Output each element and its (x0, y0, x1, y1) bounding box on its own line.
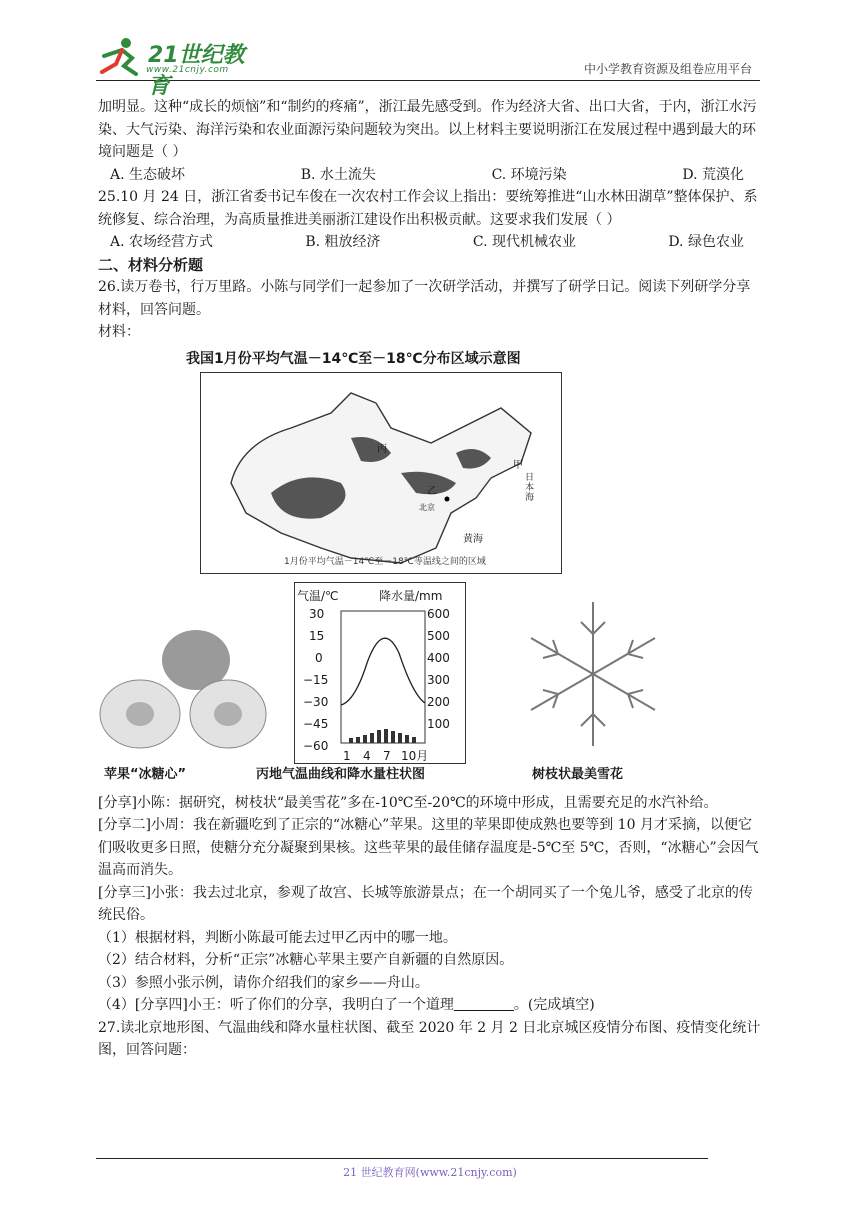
share-3: [分享三]小张：我去过北京，参观了故宫、长城等旅游景点；在一个胡同买了一个兔儿爷，感受了北京的传统民俗。 (98, 884, 753, 923)
q26-sub-2: （2）结合材料，分析“正宗”冰糖心苹果主要产自新疆的自然原因。 (98, 952, 514, 968)
month-tick: 7 (383, 748, 391, 763)
china-outline-map (201, 373, 561, 573)
runner-logo-icon (96, 36, 146, 76)
snowflake-icon (518, 594, 668, 754)
map-label-yi: 乙 (427, 485, 437, 497)
q26-intro: 26.读万卷书，行万里路。小陈与同学们一起参加了一次研学活动，并撰写了研学日记。阅读下列研学分享材料，回答问题。 (98, 279, 751, 318)
q24-text: 加明显。这种“成长的烦恼”和“制约的疼痛”，浙江最先感受到。作为经济大省、出口大省，于内，浙江水污染、大气污染、海洋污染和农业面源污染问题较为突出。以上材料主要说明浙江在发展过程中遇到最大的环境问题是（ ） (98, 99, 757, 160)
q27-text: 27.读北京地形图、气温曲线和降水量柱状图、截至 2020 年 2 月 2 日北京城区疫情分布图、疫情变化统计图，回答问题： (98, 1019, 761, 1058)
map-label-beijing: 北京 (419, 502, 435, 512)
map-label-yellow-sea: 黄海 (463, 533, 483, 545)
q25-option-a: A. 农场经营方式 (110, 234, 214, 250)
q25-options (98, 231, 762, 254)
temp-tick: −15 (303, 672, 329, 687)
month-tick: 10月 (401, 748, 429, 763)
temp-tick: 15 (309, 628, 325, 643)
month-tick: 1 (343, 748, 351, 763)
footer-text: 21 世纪教育网(www.21cnjy.com) (343, 1166, 517, 1179)
q25-option-d: D. 绿色农业 (668, 234, 744, 250)
map-label-bing: 丙 (377, 443, 387, 455)
apple-icon (98, 622, 268, 762)
rain-tick: 200 (427, 694, 450, 709)
share-1: [分享]小陈：据研究，树枝状“最美雪花”多在-10℃至-20℃的环境中形成，且需要充足的水汽补给。 (98, 794, 718, 811)
answer-blank[interactable] (454, 996, 514, 1011)
caption-chart: 丙地气温曲线和降水量柱状图 (256, 766, 426, 782)
map-title: 我国1月份平均气温－14℃至－18℃分布区域示意图 (186, 350, 521, 367)
share-2: [分享二]小周：我在新疆吃到了正宗的“冰糖心”苹果。这里的苹果即使成熟也要等到 10 月才采摘，以便它们吸收更多日照，使糖分充分凝聚到果核。这些苹果的最佳储存温度是-5℃至 5℃，否则，“冰糖心”会因气温高而消失。 (98, 817, 759, 878)
rain-tick: 500 (427, 628, 450, 643)
map-label-jia: 甲 (513, 459, 523, 471)
temp-tick: 30 (309, 606, 325, 621)
rain-tick: 300 (427, 672, 450, 687)
month-tick: 4 (363, 748, 371, 763)
map-legend: 1月份平均气温－14℃至－18℃等温线之间的区域 (284, 556, 486, 567)
map-label-sea-of-japan: 日本海 (525, 472, 535, 503)
q25-option-b: B. 粗放经济 (305, 234, 381, 250)
page-header (96, 32, 760, 99)
q24-option-d: D. 荒漠化 (682, 166, 744, 183)
q24-option-a: A. 生态破坏 (110, 166, 186, 183)
climate-chart (294, 582, 466, 764)
rain-tick: 400 (427, 650, 450, 665)
chart-temp-header: 气温/℃ (297, 588, 339, 603)
caption-apple: 苹果“冰糖心” (104, 766, 187, 782)
material-figure (98, 344, 762, 786)
logo-url: www.21cnjy.com (146, 65, 229, 75)
chart-rain-header: 降水量/mm (379, 588, 443, 603)
q26-sub-4 (98, 994, 762, 1017)
china-map (200, 372, 562, 574)
footer-rule (96, 1158, 708, 1159)
rain-tick: 100 (427, 716, 450, 731)
q24-option-b: B. 水土流失 (300, 166, 376, 183)
q24-options (98, 164, 762, 187)
logo-title: 21世纪教育 (148, 43, 245, 99)
page-content (98, 96, 762, 1062)
section-heading: 二、材料分析题 (98, 255, 204, 274)
temp-tick: −60 (303, 738, 329, 753)
material-label: 材料： (98, 324, 140, 340)
caption-snowflake: 树枝状最美雪花 (532, 766, 624, 782)
rain-tick: 600 (427, 606, 450, 621)
q26-sub-3: （3）参照小张示例，请你介绍我们的家乡——舟山。 (98, 974, 429, 991)
temp-tick: −45 (303, 716, 329, 731)
temp-tick: 0 (315, 650, 323, 665)
q26-sub-4-end: 。(完成填空) (513, 997, 595, 1013)
temp-tick: −30 (303, 694, 329, 709)
q26-sub-1: （1）根据材料，判断小陈最可能去过甲乙丙中的哪一地。 (98, 929, 457, 946)
header-platform-text: 中小学教育资源及组卷应用平台 (583, 62, 752, 76)
q25-text: 25.10 月 24 日，浙江省委书记车俊在一次农村工作会议上指出：要统筹推进“山水林田湖草”整体保护、系统修复、综合治理，为高质量推进美丽浙江建设作出积极贡献。这要求我们发展（ ） (98, 189, 758, 228)
logo (96, 36, 266, 99)
q25-option-c: C. 现代机械农业 (472, 234, 576, 250)
q26-sub-4-text: （4）[分享四]小王：听了你们的分享，我明白了一个道理 (98, 997, 454, 1013)
q24-option-c: C. 环境污染 (491, 166, 567, 183)
